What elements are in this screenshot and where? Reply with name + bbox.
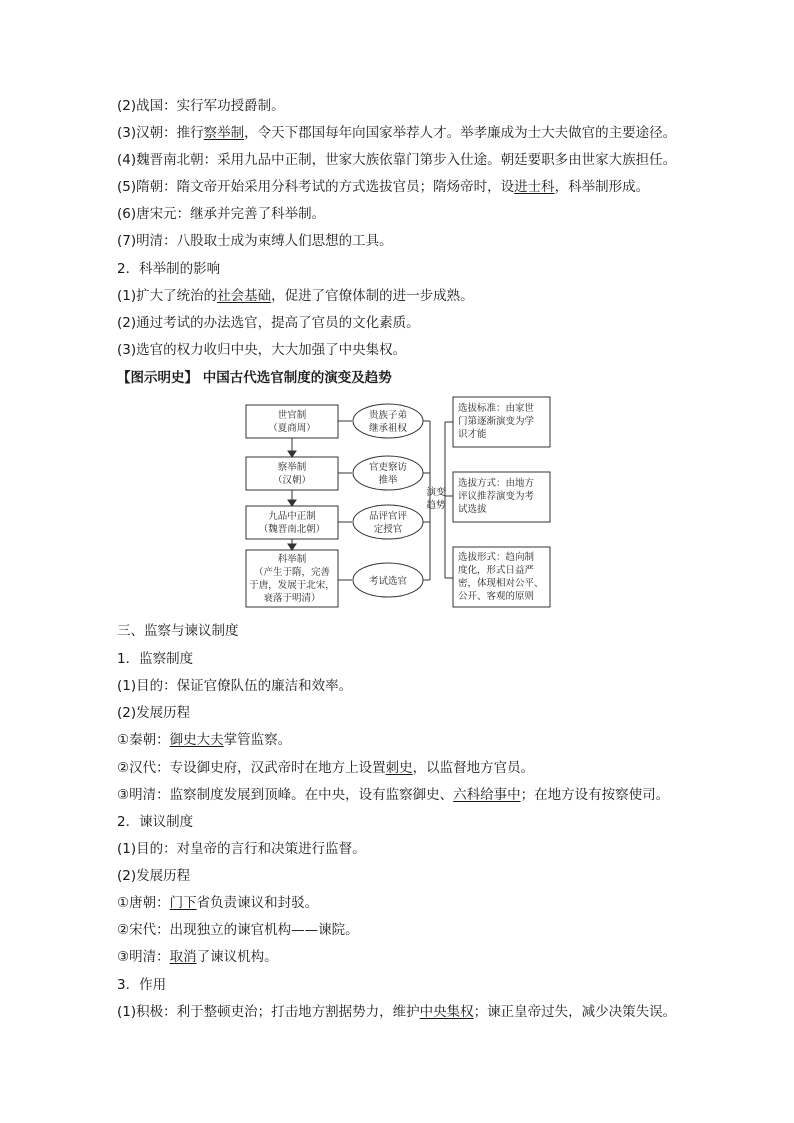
svg-text:演变: 演变 [426, 487, 446, 498]
svg-text:衰落于明清）: 衰落于明清） [263, 593, 321, 604]
section-heading: 三、监察与谏议制度 [117, 623, 239, 639]
text-line: (1)扩大了统治的社会基础，促进了官僚体制的进一步成熟。 [117, 288, 474, 304]
text-line: (2)通过考试的办法选官，提高了官员的文化素质。 [117, 315, 420, 331]
svg-text:度化，形式日益严: 度化，形式日益严 [458, 565, 535, 576]
text-line: ②汉代：专设御史府，汉武帝时在地方上设置刺史，以监督地方官员。 [117, 760, 535, 776]
svg-text:定授官: 定授官 [373, 524, 403, 535]
text-line: (1)目的：对皇帝的言行和决策进行监督。 [117, 841, 366, 857]
text-line: (3)选官的权力收归中央，大大加强了中央集权。 [117, 342, 407, 358]
svg-text:（产生于隋，完善: （产生于隋，完善 [253, 567, 331, 578]
text-line: (1)目的：保证官僚队伍的廉洁和效率。 [117, 678, 353, 694]
method-ellipse-0 [353, 404, 423, 438]
svg-text:评议推荐演变为考: 评议推荐演变为考 [458, 491, 535, 502]
svg-text:官吏察访: 官吏察访 [368, 462, 408, 473]
text-line: (7)明清：八股取士成为束缚人们思想的工具。 [117, 233, 393, 249]
text-line: (2)发展历程 [117, 705, 191, 721]
text-line: ①秦朝：御史大夫掌管监察。 [117, 732, 292, 748]
text-line: ③明清：监察制度发展到顶峰。在中央，设有监察御史、六科给事中；在地方设有按察使司。 [117, 787, 670, 803]
svg-text:推举: 推举 [378, 475, 398, 486]
system-period: （夏商周） [268, 423, 316, 434]
text-line: ③明清：取消了谏议机构。 [117, 949, 278, 965]
section-heading: 2．科举制的影响 [117, 261, 221, 277]
text-line: (6)唐宋元：继承并完善了科举制。 [117, 206, 326, 222]
system-box-3 [246, 550, 338, 607]
method-ellipse-2 [353, 505, 423, 539]
method-ellipse-1 [353, 456, 423, 490]
system-box-1 [246, 457, 338, 490]
text-line: (5)隋朝：隋文帝开始采用分科考试的方式选拔官员；隋炀帝时，设进士科，科举制形成。 [117, 179, 650, 195]
system-name: 察举制 [277, 462, 307, 473]
svg-text:于唐，发展于北宋，: 于唐，发展于北宋， [249, 580, 335, 591]
svg-text:识才能: 识才能 [458, 429, 487, 440]
system-box-0 [246, 405, 338, 438]
section-heading: 2．谏议制度 [117, 814, 194, 830]
text-line: (2)发展历程 [117, 868, 191, 884]
svg-text:门第逐渐演变为学: 门第逐渐演变为学 [458, 416, 535, 427]
svg-text:选拔形式：趋向制: 选拔形式：趋向制 [458, 552, 535, 563]
svg-text:趋势: 趋势 [426, 500, 446, 511]
svg-text:选拔标准：由家世: 选拔标准：由家世 [458, 403, 535, 414]
text-line: (4)魏晋南北朝：采用九品中正制，世家大族依靠门第步入仕途。朝廷要职多由世家大族担任。 [117, 152, 677, 168]
system-name: 科举制 [277, 554, 307, 565]
trend-box-0 [453, 397, 550, 447]
text-line: ①唐朝：门下省负责谏议和封驳。 [117, 895, 319, 911]
system-name: 九品中正制 [268, 511, 316, 522]
svg-text:考试选官: 考试选官 [368, 576, 408, 587]
svg-text:密，体现相对公平、: 密，体现相对公平、 [458, 578, 544, 589]
system-name: 世官制 [277, 410, 307, 421]
down-arrow [288, 539, 296, 550]
down-arrow [288, 490, 296, 506]
trend-label [426, 486, 446, 511]
svg-text:继承祖权: 继承祖权 [368, 423, 408, 434]
svg-text:公开、客观的原则: 公开、客观的原则 [458, 591, 535, 602]
svg-text:选拔方式：由地方: 选拔方式：由地方 [458, 478, 535, 489]
section-heading: 3．作用 [117, 977, 167, 993]
diagram-heading: 【图示明史】 中国古代选官制度的演变及趋势 [117, 370, 392, 386]
section-heading: 1．监察制度 [117, 651, 194, 667]
text-line: (3)汉朝：推行察举制，令天下郡国每年向国家举荐人才。举孝廉成为士大夫做官的主要途径。 [117, 125, 677, 141]
system-period: （汉朝） [272, 475, 312, 486]
down-arrow [288, 438, 296, 457]
svg-text:品评官评: 品评官评 [368, 511, 408, 522]
svg-text:贵族子弟: 贵族子弟 [368, 410, 408, 421]
system-period: （魏晋南北朝） [258, 524, 326, 535]
system-box-2 [246, 506, 338, 539]
method-ellipse-3 [353, 563, 423, 597]
svg-text:试选拔: 试选拔 [458, 504, 487, 515]
trend-box-1 [453, 472, 550, 522]
trend-box-2 [453, 547, 550, 607]
text-line: (1)积极：利于整顿吏治；打击地方割据势力，维护中央集权；谏正皇帝过失，减少决策失误。 [117, 1004, 677, 1020]
text-line: ②宋代：出现独立的谏官机构——谏院。 [117, 922, 359, 938]
text-line: (2)战国：实行军功授爵制。 [117, 98, 285, 114]
